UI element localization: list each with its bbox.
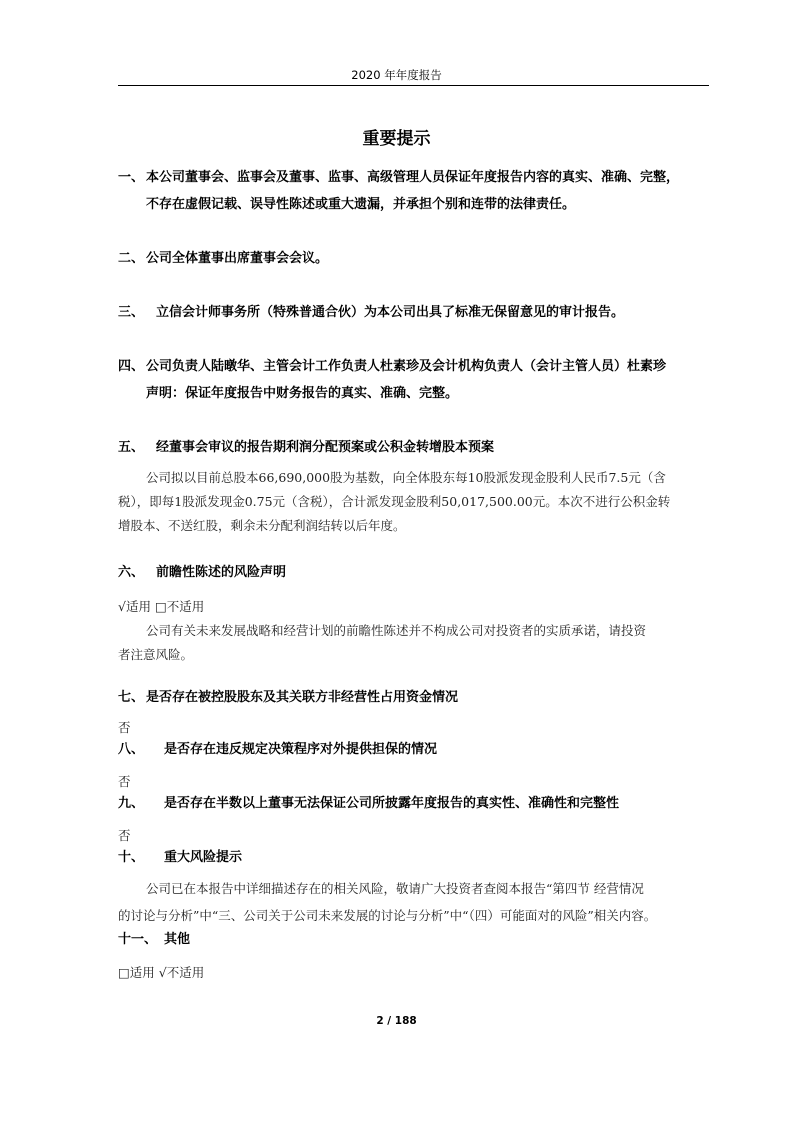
- item-heading-continued: 不存在虚假记载、误导性陈述或重大遗漏，并承担个别和连带的法律责任。: [146, 197, 576, 212]
- item-heading: 经董事会审议的报告期利润分配预案或公积金转增股本预案: [156, 440, 495, 455]
- item-heading: 是否存在半数以上董事无法保证公司所披露年度报告的真实性、准确性和完整性: [164, 796, 620, 811]
- item-number: 八、: [118, 742, 145, 757]
- item-number: 十、: [118, 850, 145, 865]
- body-text: 公司有关未来发展战略和经营计划的前瞻性陈述并不构成公司对投资者的实质承诺，请投资: [146, 623, 647, 638]
- answer-text: 否: [118, 720, 131, 735]
- body-text: 增股本、不送红股，剩余未分配利润结转以后年度。: [118, 518, 406, 533]
- item-number: 七、: [118, 690, 145, 705]
- answer-text: 否: [118, 828, 131, 843]
- item-number: 三、: [118, 305, 145, 320]
- item-number: 九、: [118, 796, 145, 811]
- applicability-options: √适用 □不适用: [118, 599, 205, 614]
- item-number: 二、: [118, 251, 145, 266]
- item-number: 五、: [118, 440, 145, 455]
- body-text: 的讨论与分析”中“三、公司关于公司未来发展的讨论与分析”中“（四）可能面对的风险”相关内容。: [118, 908, 657, 923]
- page-number: 2 / 188: [376, 1015, 417, 1027]
- item-heading: 重大风险提示: [164, 850, 243, 865]
- running-header: 2020 年年度报告: [351, 68, 442, 82]
- item-number: 六、: [118, 565, 145, 580]
- item-heading: 其他: [164, 932, 191, 947]
- body-text: 公司已在本报告中详细描述存在的相关风险，敬请广大投资者查阅本报告“第四节 经营情况: [146, 881, 644, 896]
- item-heading: 是否存在违反规定决策程序对外提供担保的情况: [164, 742, 438, 757]
- item-number: 十一、: [118, 932, 158, 947]
- item-heading-continued: 声明：保证年度报告中财务报告的真实、准确、完整。: [146, 386, 459, 401]
- item-heading: 公司负责人陆暾华、主管会计工作负责人杜素珍及会计机构负责人（会计主管人员）杜素珍: [146, 359, 667, 374]
- item-heading: 立信会计师事务所（特殊普通合伙）为本公司出具了标准无保留意见的审计报告。: [156, 305, 625, 320]
- body-text: 公司拟以目前总股本66,690,000股为基数，向全体股东每10股派发现金股利人民币7.5元（含: [146, 470, 666, 485]
- body-text: 税），即每1股派发现金0.75元（含税），合计派发现金股利50,017,500.00元。本次不进行公积金转: [118, 494, 671, 509]
- item-number: 一、: [118, 170, 145, 185]
- body-text: 者注意风险。: [118, 647, 194, 662]
- page-title: 重要提示: [362, 129, 431, 149]
- applicability-options: □适用 √不适用: [118, 965, 205, 980]
- item-heading: 前瞻性陈述的风险声明: [156, 565, 287, 580]
- item-heading: 是否存在被控股股东及其关联方非经营性占用资金情况: [146, 690, 459, 705]
- item-heading: 本公司董事会、监事会及董事、监事、高级管理人员保证年度报告内容的真实、准确、完整，: [146, 170, 680, 185]
- item-heading: 公司全体董事出席董事会会议。: [146, 251, 329, 266]
- item-number: 四、: [118, 359, 145, 374]
- answer-text: 否: [118, 774, 131, 789]
- header-rule: [118, 85, 709, 86]
